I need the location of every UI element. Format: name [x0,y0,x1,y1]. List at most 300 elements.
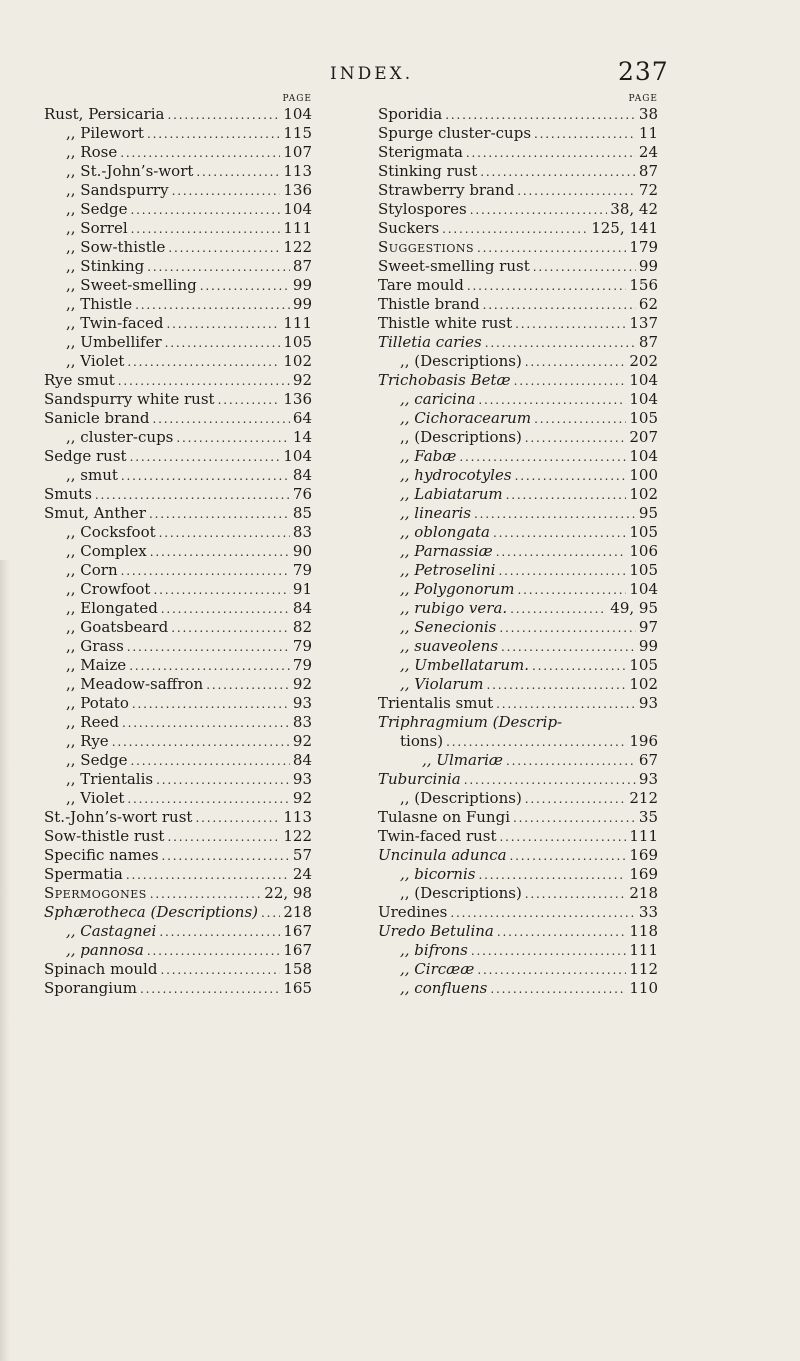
entry-term: Tulasne on Fungi [378,808,510,826]
leader-dots [135,295,290,315]
entry-page: 102 [629,485,658,503]
leader-dots [149,504,290,524]
leader-dots [167,827,280,847]
entry-term: ,, linearis [400,504,472,522]
index-entry [44,314,312,333]
entry-page: 169 [629,846,658,864]
entry-term: ,, Sorrel [66,219,128,237]
entry-term: ,, (Descriptions) [400,884,522,902]
entry-page: 24 [292,865,312,883]
entry-page: 33 [638,903,658,921]
entry-term: Stinking rust [378,162,478,180]
leader-dots [532,656,626,676]
entry-page: 169 [629,865,658,883]
leader-dots [261,903,280,923]
entry-page: 57 [292,846,312,864]
index-entry [44,694,312,713]
leader-dots [127,352,280,372]
entry-page: 207 [629,428,658,446]
leader-dots [176,428,290,448]
index-entry [44,808,312,827]
index-entry [44,675,312,694]
entry-page: 95 [638,504,658,522]
leader-dots [122,713,290,733]
entry-page: 92 [292,732,312,750]
entry-page: 111 [283,219,312,237]
entry-term: ,, oblongata [400,523,490,541]
leader-dots [525,884,627,904]
index-entry [378,390,658,409]
index-entry [378,352,658,371]
index-entry [378,523,658,542]
index-entry [44,580,312,599]
entry-term: ,, Cocksfoot [66,523,156,541]
leader-dots [450,903,636,923]
index-entry [44,751,312,770]
leader-dots [171,618,290,638]
leader-dots [478,390,626,410]
index-entry [44,960,312,979]
entry-term: ,, Violarum [400,675,484,693]
entry-page: 156 [629,276,658,294]
entry-page: 84 [292,751,312,769]
entry-page: 111 [283,314,312,332]
entry-page: 99 [292,295,312,313]
leader-dots [487,675,627,695]
leader-dots [150,884,262,904]
index-entry [44,523,312,542]
entry-page: 85 [292,504,312,522]
index-entry [378,846,658,865]
index-entry [44,390,312,409]
entry-term: ,, Circææ [400,960,475,978]
entry-page: 107 [283,143,312,161]
entry-term: Trientalis smut [378,694,494,712]
leader-dots [167,105,280,125]
entry-page: 104 [283,447,312,465]
index-entry [378,637,658,656]
page-number: 237 [618,57,669,86]
leader-dots [497,922,626,942]
entry-page: 64 [292,409,312,427]
entry-page: 218 [629,884,658,902]
index-entry [378,675,658,694]
entry-term: Smut, Anther [44,504,146,522]
entry-page: 82 [292,618,312,636]
index-entry [44,865,312,884]
index-entry [44,618,312,637]
leader-dots [459,447,626,467]
index-entry [44,656,312,675]
entry-page: 93 [292,770,312,788]
entry-page: 106 [629,542,658,560]
leader-dots [525,352,627,372]
leader-dots [206,675,290,695]
entry-term: ,, Petroselini [400,561,496,579]
index-entry [378,922,658,941]
entry-term: ,, Sandspurry [66,181,169,199]
leader-dots [200,276,290,296]
leader-dots [95,485,290,505]
entry-term: ,, Thistle [66,295,133,313]
running-title: INDEX. [330,64,414,84]
entry-term: ,, Senecionis [400,618,497,636]
entry-page: 125, 141 [591,219,658,237]
entry-term: ,, Sedge [66,751,128,769]
entry-page: 93 [292,694,312,712]
entry-term: Uredo Betulina [378,922,494,940]
leader-dots [525,428,627,448]
entry-term: ,, Potato [66,694,129,712]
entry-term: ,, pannosa [66,941,144,959]
entry-page: 104 [283,105,312,123]
leader-dots [534,124,636,144]
entry-term: Tilletia caries [378,333,482,351]
entry-page: 38 [638,105,658,123]
index-entry [378,599,658,618]
entry-term: ,, confluens [400,979,488,997]
entry-term: ,, Corn [66,561,118,579]
leader-dots [118,371,290,391]
leader-dots [506,751,636,771]
entry-term: Spinach mould [44,960,158,978]
index-entry [44,903,312,922]
entry-page: 196 [629,732,658,750]
index-entry [44,257,312,276]
entry-page: 99 [638,257,658,275]
index-entry [378,903,658,922]
index-entry [44,219,312,238]
entry-page: 100 [629,466,658,484]
entry-page: 111 [629,941,658,959]
index-entry [378,865,658,884]
entry-list [378,105,658,998]
entry-page: 67 [638,751,658,769]
entry-term: ,, Castagnei [66,922,157,940]
leader-dots [480,162,636,182]
leader-dots [499,618,636,638]
entry-term: ,, Ulmariæ [422,751,503,769]
entry-term: ,, cluster-cups [66,428,174,446]
entry-page: 87 [638,162,658,180]
index-entry [378,238,658,257]
index-entry [44,143,312,162]
index-entry [44,732,312,751]
entry-term: ,, Sow-thistle [66,238,166,256]
index-entry [378,257,658,276]
index-entry [44,409,312,428]
entry-term: ,, Fabæ [400,447,457,465]
index-entry [44,637,312,656]
leader-dots [515,466,627,486]
entry-page: 99 [292,276,312,294]
entry-term: ,, Stinking [66,257,145,275]
entry-term: Sanicle brand [44,409,150,427]
entry-page: 38, 42 [610,200,658,218]
index-entry [44,504,312,523]
entry-term: Uncinula adunca [378,846,507,864]
entry-page: 110 [629,979,658,997]
entry-term: ,, Sedge [66,200,128,218]
entry-page: 165 [283,979,312,997]
index-entry [378,447,658,466]
index-entry [44,352,312,371]
index-entry [44,789,312,808]
entry-term: Thistle brand [378,295,480,313]
leader-dots [218,390,281,410]
index-entry [44,371,312,390]
leader-dots [445,105,636,125]
entry-page: 104 [629,447,658,465]
index-entry [378,618,658,637]
leader-dots [442,219,588,239]
leader-dots [493,523,626,543]
entry-term: Uredines [378,903,448,921]
entry-term: Sedge rust [44,447,127,465]
index-entry [44,447,312,466]
entry-page: 179 [629,238,658,256]
leader-dots [467,276,626,296]
leader-dots [525,789,627,809]
entry-page: 105 [629,523,658,541]
entry-term: Spurge cluster-cups [378,124,532,142]
leader-dots [131,200,281,220]
index-entry [378,314,658,333]
leader-dots [156,770,290,790]
entry-page: 24 [638,143,658,161]
leader-dots [165,333,281,353]
entry-term: Sandspurry white rust [44,390,215,408]
entry-term: Thistle white rust [378,314,513,332]
entry-page: 22, 98 [264,884,312,902]
index-entry [378,808,658,827]
index-entry [44,770,312,789]
entry-page: 79 [292,561,312,579]
entry-page: 115 [283,124,312,142]
leader-dots [131,219,281,239]
leader-dots [534,409,626,429]
entry-term: ,, caricina [400,390,476,408]
entry-page: 11 [638,124,658,142]
index-entry [378,789,658,808]
entry-page: 90 [292,542,312,560]
index-entry [378,276,658,295]
entry-page: 122 [283,238,312,256]
index-entry [378,485,658,504]
column-page-heading: PAGE [282,94,312,104]
leader-dots [147,941,281,961]
entry-term: ,, smut [66,466,118,484]
index-entry [44,466,312,485]
index-entry [378,941,658,960]
entry-page: 118 [629,922,658,940]
entry-term: Tare mould [378,276,464,294]
entry-term: ,, bifrons [400,941,468,959]
entry-page: 93 [638,770,658,788]
index-entry [44,542,312,561]
entry-term: Twin-faced rust [378,827,497,845]
entry-page: 79 [292,656,312,674]
leader-dots [132,694,290,714]
entry-page: 91 [292,580,312,598]
leader-dots [150,542,290,562]
index-entry [378,732,658,751]
entry-term: Suckers [378,219,440,237]
leader-dots [153,580,289,600]
entry-page: 93 [638,694,658,712]
leader-dots [147,257,290,277]
entry-term: ,, Rose [66,143,118,161]
index-entry [44,485,312,504]
index-entry [378,428,658,447]
entry-term: ,, hydrocotyles [400,466,512,484]
index-entry [44,276,312,295]
leader-dots [130,447,281,467]
entry-page: 105 [629,656,658,674]
index-column-left [44,93,312,998]
index-entry [378,979,658,998]
entry-term: Suggestions [378,238,475,256]
leader-dots [506,485,627,505]
entry-term: ,, Sweet-smelling [66,276,197,294]
entry-term: Sphærotheca (Descriptions) [44,903,259,921]
entry-term: ,, Maize [66,656,127,674]
leader-dots [159,922,280,942]
leader-dots [160,960,280,980]
entry-term: Sweet-smelling rust [378,257,530,275]
leader-dots [140,979,280,999]
index-entry [378,105,658,124]
entry-term: tions) [400,732,444,750]
entry-term: Sporidia [378,105,443,123]
leader-dots [496,694,636,714]
leader-dots [477,960,626,980]
leader-dots [533,257,636,277]
index-entry [44,846,312,865]
entry-page: 76 [292,485,312,503]
entry-term: ,, Reed [66,713,119,731]
index-entry [44,561,312,580]
leader-dots [120,143,280,163]
index-entry [378,770,658,789]
leader-dots [513,808,636,828]
entry-term: Specific names [44,846,159,864]
entry-term: ,, Meadow-saffron [66,675,204,693]
entry-page: 202 [629,352,658,370]
leader-dots [510,846,627,866]
entry-page: 104 [629,371,658,389]
entry-term: Trichobasis Betæ [378,371,511,389]
entry-term: ,, (Descriptions) [400,352,522,370]
entry-term: ,, Trientalis [66,770,154,788]
index-entry [378,542,658,561]
leader-dots [496,542,627,562]
index-entry [378,162,658,181]
index-entry [378,713,658,732]
index-entry [378,960,658,979]
leader-dots [162,846,290,866]
entry-page: 87 [292,257,312,275]
entry-term: ,, Goatsbeard [66,618,169,636]
entry-term: ,, (Descriptions) [400,789,522,807]
entry-term: St.-John’s-wort rust [44,808,193,826]
entry-page: 104 [629,580,658,598]
entry-page: 84 [292,466,312,484]
entry-page: 62 [638,295,658,313]
leader-dots [517,580,626,600]
entry-page: 112 [629,960,658,978]
leader-dots [167,314,281,334]
entry-page: 113 [283,808,312,826]
entry-term: ,, Elongated [66,599,158,617]
entry-page: 218 [283,903,312,921]
index-entry [378,181,658,200]
entry-page: 83 [292,523,312,541]
entry-page: 84 [292,599,312,617]
leader-dots [485,333,636,353]
entry-page: 167 [283,922,312,940]
leader-dots [490,979,626,999]
index-entry [378,694,658,713]
index-entry [378,371,658,390]
index-entry [378,409,658,428]
leader-dots [501,637,636,657]
column-page-heading: PAGE [628,94,658,104]
entry-term: ,, suaveolens [400,637,499,655]
index-entry [44,333,312,352]
entry-term: ,, Rye [66,732,109,750]
entry-page: 79 [292,637,312,655]
entry-page: 212 [629,789,658,807]
entry-page: 158 [283,960,312,978]
entry-term: ,, Violet [66,789,125,807]
leader-dots [196,162,280,182]
leader-dots [159,523,290,543]
entry-term: ,, Twin-faced [66,314,164,332]
index-entry [378,333,658,352]
entry-page: 105 [629,561,658,579]
index-entry [44,295,312,314]
leader-dots [514,371,627,391]
index-entry [378,827,658,846]
index-entry [378,124,658,143]
index-entry [44,428,312,447]
leader-dots [470,200,608,220]
index-entry [378,200,658,219]
index-entry [378,884,658,903]
entry-term: ,, Cichoracearum [400,409,532,427]
entry-page: 111 [629,827,658,845]
entry-page: 97 [638,618,658,636]
entry-page: 35 [638,808,658,826]
leader-dots [127,637,290,657]
leader-dots [168,238,280,258]
index-entry [378,466,658,485]
index-entry [44,105,312,124]
leader-dots [515,314,626,334]
index-entry [378,295,658,314]
entry-term: ,, Pilewort [66,124,144,142]
entry-page: 92 [292,789,312,807]
leader-dots [147,124,280,144]
entry-page: 102 [629,675,658,693]
index-entry [44,200,312,219]
leader-dots [477,238,626,258]
index-entry [44,181,312,200]
index-entry [378,580,658,599]
leader-dots [510,599,607,619]
index-entry [44,884,312,903]
